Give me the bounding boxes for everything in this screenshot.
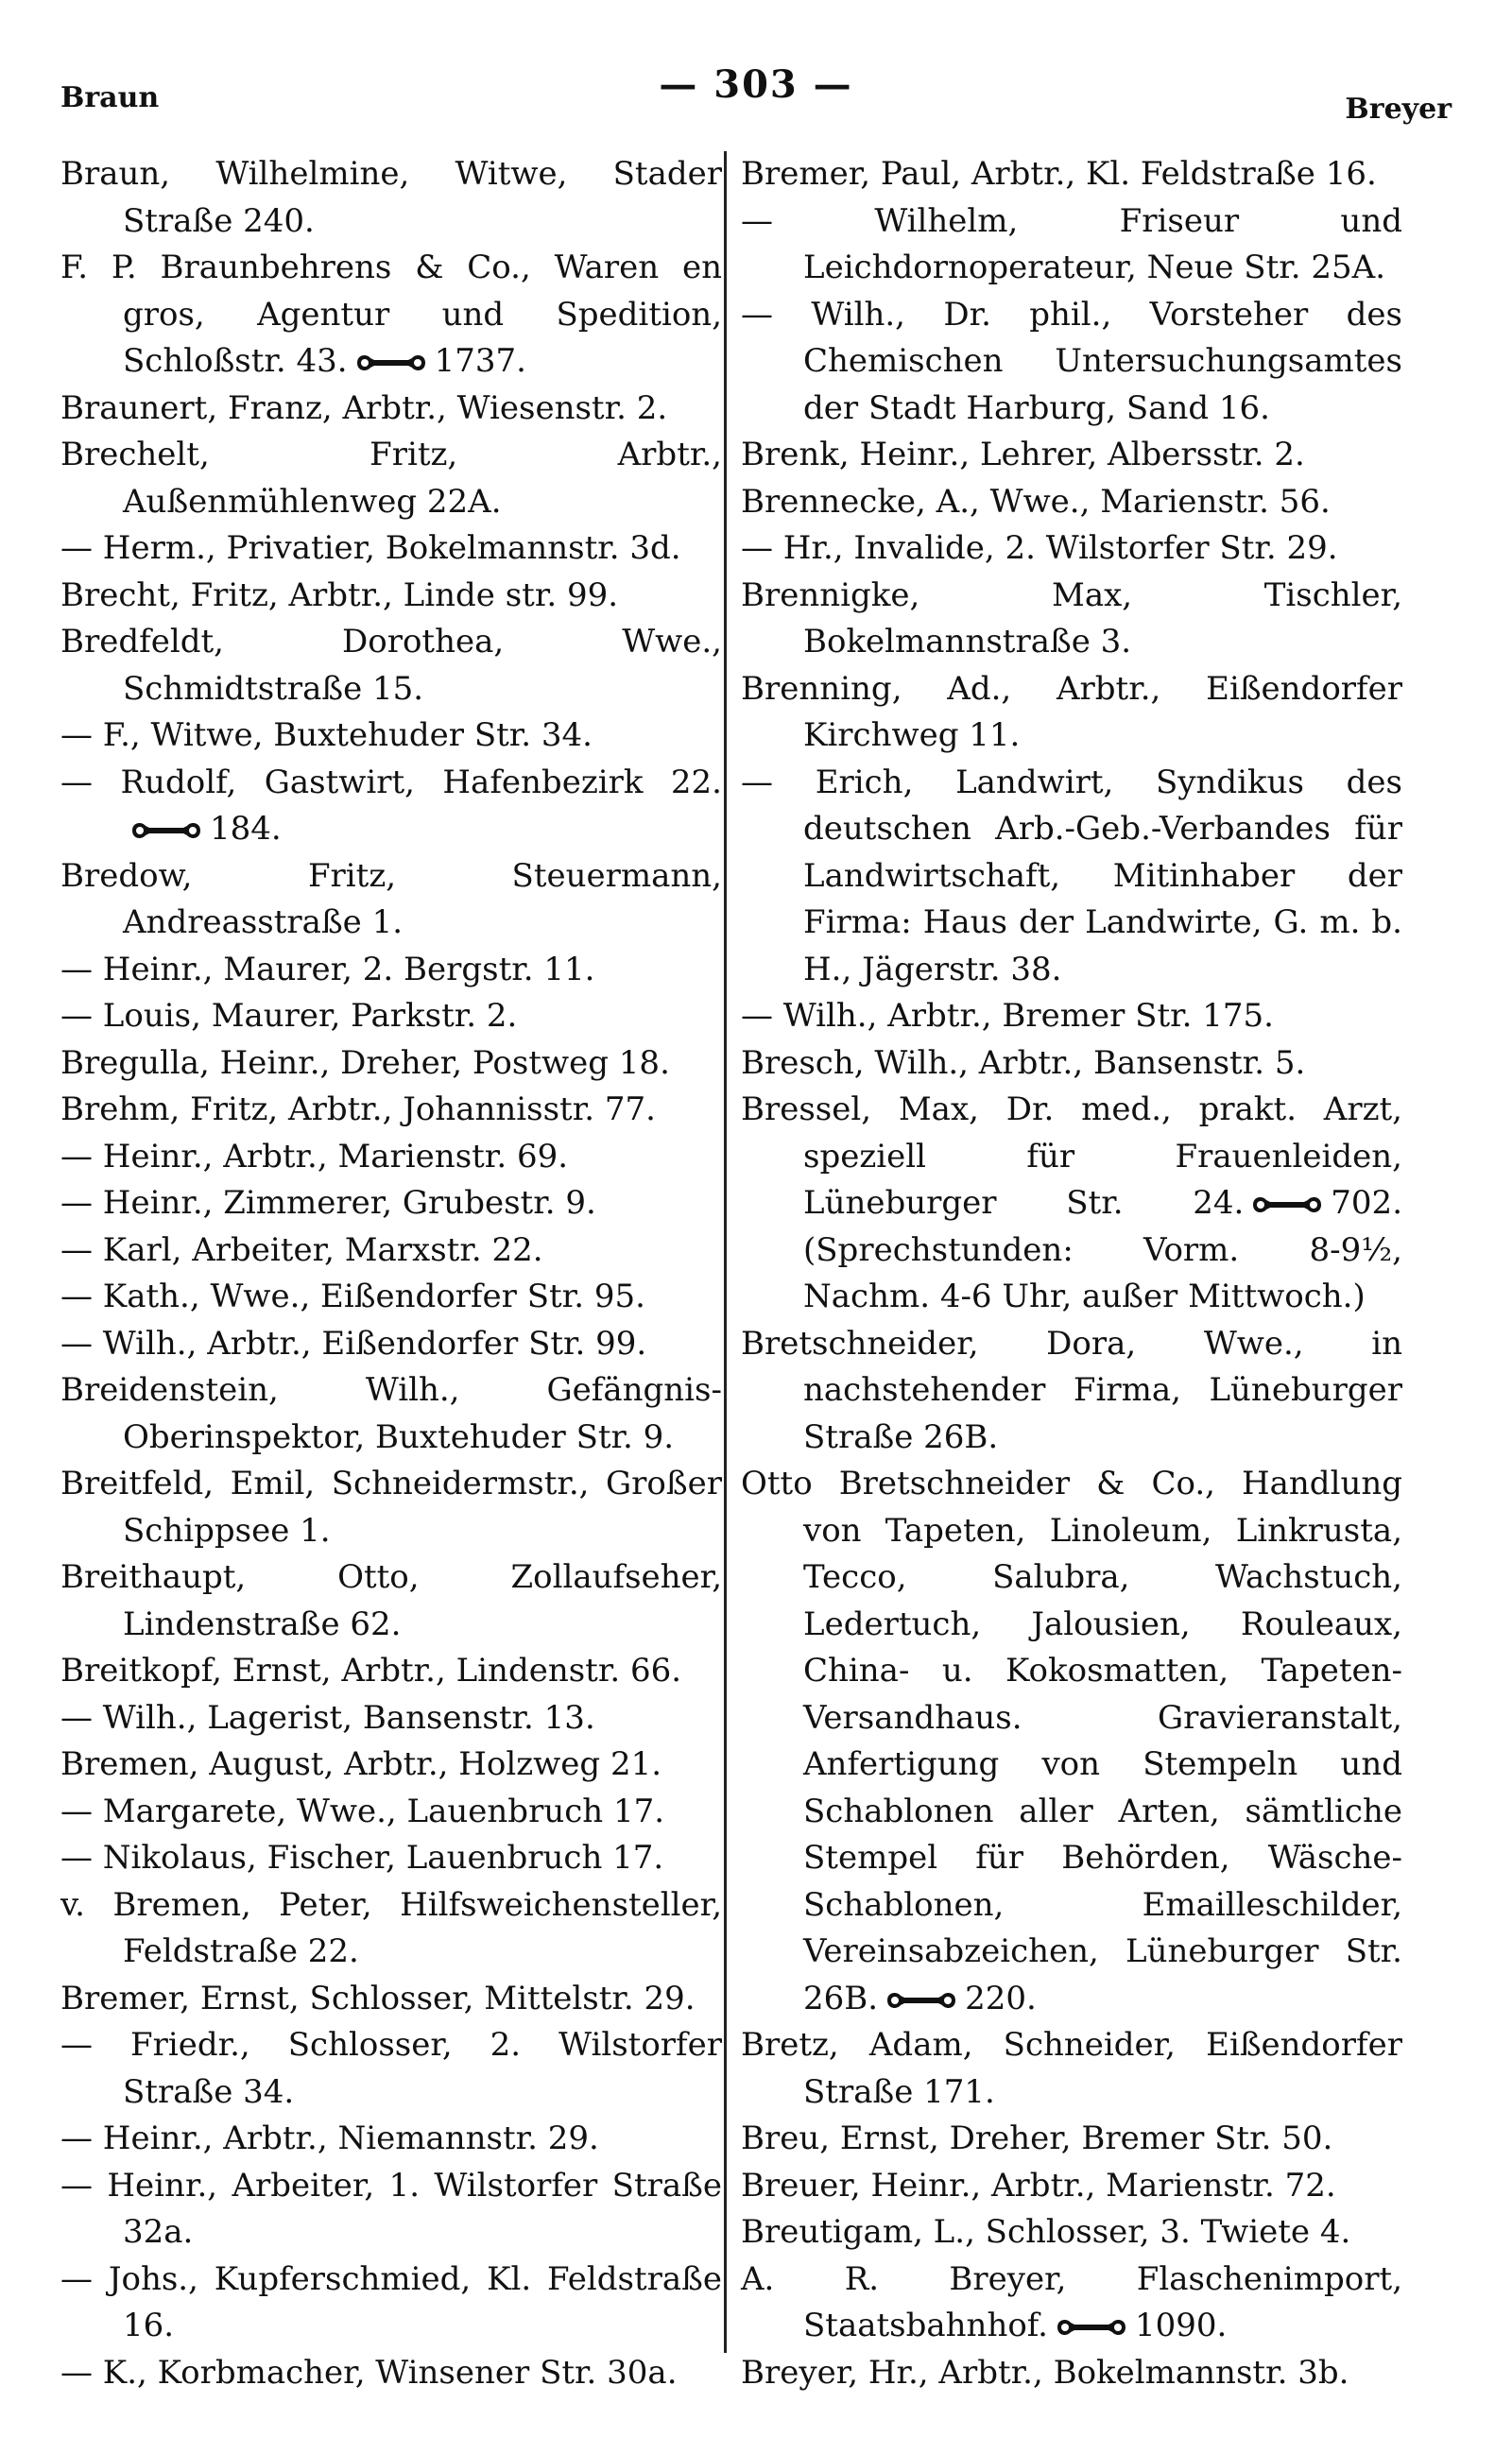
entry-text: Breu, Ernst, Dreher, Bremer Str. 50. bbox=[741, 2119, 1333, 2157]
entry-text: Brehm, Fritz, Arbtr., Johannisstr. 77. bbox=[60, 1090, 656, 1128]
entry-text: — Heinr., Maurer, 2. Bergstr. 11. bbox=[60, 950, 595, 988]
entry-text: — Louis, Maurer, Parkstr. 2. bbox=[60, 997, 518, 1035]
directory-entry bbox=[60, 1882, 722, 1976]
directory-entry bbox=[741, 2022, 1402, 2116]
header-right: Breyer bbox=[1345, 93, 1452, 126]
directory-entry bbox=[741, 1461, 1402, 2022]
entry-text: 184. bbox=[210, 810, 282, 848]
left-column bbox=[60, 151, 722, 2396]
entry-text: Braunert, Franz, Arbtr., Wiesenstr. 2. bbox=[60, 388, 668, 427]
entry-text: — Karl, Arbeiter, Marxstr. 22. bbox=[60, 1230, 543, 1269]
entry-text: Bresch, Wilh., Arbtr., Bansenstr. 5. bbox=[741, 1043, 1306, 1082]
entry-text: A. R. Breyer, Flaschenimport, Staatsbahnhof. bbox=[741, 2259, 1402, 2344]
header-left: Braun bbox=[60, 81, 160, 114]
directory-entry bbox=[60, 151, 722, 245]
entry-text: Brenk, Heinr., Lehrer, Albersstr. 2. bbox=[741, 436, 1305, 473]
directory-entry bbox=[741, 993, 1402, 1040]
entry-text: Otto Bretschneider & Co., Handlung von Tapeten, Linoleum, Linkrusta, Tecco, Salubra, Wachstuch, Ledertuch, Jalousien, Rouleaux, China- u. Kokosmatten, Tapeten-Versandhaus. Gravieranstalt, Anfertigung von Stempeln und Schablonen aller Arten, sämtliche Stempel für Behörden, Wäsche-Schablonen, Emailleschilder, Vereinsabzeichen, Lüneburger Str. 26B. bbox=[741, 1465, 1402, 2017]
entry-text: — Herm., Privatier, Bokelmannstr. 3d. bbox=[60, 529, 681, 567]
entry-text: Breitkopf, Ernst, Arbtr., Lindenstr. 66. bbox=[60, 1652, 682, 1690]
entry-text: — Friedr., Schlosser, 2. Wilstorfer Straße 34. bbox=[60, 2026, 722, 2111]
directory-entry bbox=[741, 1040, 1402, 1088]
running-head bbox=[60, 59, 1452, 125]
directory-entry bbox=[60, 993, 722, 1040]
entry-text: — Heinr., Arbeiter, 1. Wilstorfer Straße 32a. bbox=[60, 2166, 722, 2251]
directory-entry bbox=[60, 2350, 722, 2397]
directory-entry bbox=[60, 2022, 722, 2116]
directory-entry bbox=[60, 432, 722, 525]
entry-text: Bredfeldt, Dorothea, Wwe., Schmidtstraße 15. bbox=[60, 623, 722, 708]
directory-entry bbox=[741, 573, 1402, 666]
entry-text: Bremer, Ernst, Schlosser, Mittelstr. 29. bbox=[60, 1979, 696, 2017]
entry-text: — Heinr., Arbtr., Marienstr. 69. bbox=[60, 1137, 569, 1176]
entry-text: Bregulla, Heinr., Dreher, Postweg 18. bbox=[60, 1043, 670, 1082]
entry-text: — Margarete, Wwe., Lauenbruch 17. bbox=[60, 1792, 665, 1830]
entry-text: Brecht, Fritz, Arbtr., Linde str. 99. bbox=[60, 575, 619, 614]
directory-entry bbox=[741, 666, 1402, 760]
directory-entry bbox=[741, 2163, 1402, 2210]
entry-text: Breidenstein, Wilh., Gefängnis-Oberinspektor, Buxtehuder Str. 9. bbox=[60, 1371, 722, 1456]
telephone-handset-icon bbox=[353, 351, 429, 375]
entry-text: — Wilh., Arbtr., Eißendorfer Str. 99. bbox=[60, 1324, 647, 1363]
entry-text: — Erich, Landwirt, Syndikus des deutschen Arb.-Geb.-Verbandes für Landwirtschaft, Mitinhaber der Firma: Haus der Landwirte, G. m. b. H., Jägerstr. 38. bbox=[741, 763, 1402, 988]
entry-text: — Hr., Invalide, 2. Wilstorfer Str. 29. bbox=[741, 529, 1338, 567]
entry-text: 702. (Sprechstunden: Vorm. 8-9½, Nachm. 4-6 Uhr, außer Mittwoch.) bbox=[803, 1184, 1402, 1315]
right-column bbox=[741, 151, 1402, 2396]
directory-entry bbox=[741, 2350, 1402, 2397]
entry-text: Brechelt, Fritz, Arbtr., Außenmühlenweg 22A. bbox=[60, 436, 722, 521]
directory-entry bbox=[741, 1087, 1402, 1321]
directory-entry bbox=[60, 1227, 722, 1275]
directory-entry bbox=[60, 573, 722, 620]
entry-text: v. Bremen, Peter, Hilfsweichensteller, Feldstraße 22. bbox=[60, 1885, 722, 1970]
directory-entry bbox=[741, 479, 1402, 526]
directory-entry bbox=[60, 947, 722, 994]
directory-entry bbox=[60, 386, 722, 433]
directory-entry bbox=[60, 525, 722, 573]
directory-entry bbox=[60, 1040, 722, 1088]
entry-text: 220. bbox=[965, 1979, 1037, 2017]
entry-text: Brennecke, A., Wwe., Marienstr. 56. bbox=[741, 482, 1331, 521]
directory-entry bbox=[60, 1789, 722, 1836]
page-number: — 303 — bbox=[659, 62, 853, 107]
directory-entry bbox=[741, 292, 1402, 433]
entry-text: — Wilhelm, Friseur und Leichdornoperateur, Neue Str. 25A. bbox=[741, 201, 1402, 286]
directory-entry bbox=[741, 198, 1402, 292]
entry-text: Brenning, Ad., Arbtr., Eißendorfer Kirchweg 11. bbox=[741, 669, 1402, 754]
directory-entry bbox=[60, 245, 722, 386]
telephone-handset-icon bbox=[1249, 1193, 1325, 1217]
directory-entry bbox=[60, 1274, 722, 1321]
directory-entry bbox=[60, 1367, 722, 1461]
directory-entry bbox=[60, 1180, 722, 1227]
entry-text: Breutigam, L., Schlosser, 3. Twiete 4. bbox=[741, 2213, 1351, 2251]
entry-text: — K., Korbmacher, Winsener Str. 30a. bbox=[60, 2353, 678, 2392]
directory-entry bbox=[60, 1695, 722, 1742]
directory-entry bbox=[741, 760, 1402, 994]
entry-text: F. P. Braunbehrens & Co., Waren en gros, Agentur und Spedition, Schloßstr. 43. bbox=[60, 249, 722, 380]
directory-entry bbox=[60, 760, 722, 853]
directory-entry bbox=[60, 1134, 722, 1181]
telephone-handset-icon bbox=[1054, 2315, 1129, 2340]
directory-entry bbox=[741, 151, 1402, 198]
entry-text: Braun, Wilhelmine, Witwe, Stader Straße 240. bbox=[60, 155, 722, 240]
entry-text: — Johs., Kupferschmied, Kl. Feldstraße 16. bbox=[60, 2259, 722, 2344]
directory-entry bbox=[60, 619, 722, 712]
directory-entry bbox=[60, 2163, 722, 2257]
entry-text: Breuer, Heinr., Arbtr., Marienstr. 72. bbox=[741, 2166, 1336, 2205]
directory-entry bbox=[60, 712, 722, 760]
entry-text: — Wilh., Dr. phil., Vorsteher des Chemischen Untersuchungsamtes der Stadt Harburg, Sand 16. bbox=[741, 295, 1402, 427]
directory-entry bbox=[60, 1087, 722, 1134]
telephone-handset-icon bbox=[884, 1988, 959, 2013]
entry-text: Breyer, Hr., Arbtr., Bokelmannstr. 3b. bbox=[741, 2353, 1349, 2392]
directory-entry bbox=[741, 432, 1402, 479]
entry-text: Bredow, Fritz, Steuermann, Andreasstraße 1. bbox=[60, 856, 722, 941]
entry-text: — Rudolf, Gastwirt, Hafenbezirk 22. bbox=[60, 763, 722, 801]
entry-text: Bretschneider, Dora, Wwe., in nachstehender Firma, Lüneburger Straße 26B. bbox=[741, 1324, 1402, 1456]
entry-text: — Wilh., Lagerist, Bansenstr. 13. bbox=[60, 1698, 595, 1737]
directory-entry bbox=[741, 1321, 1402, 1462]
directory-entry bbox=[60, 1554, 722, 1648]
entry-text: — F., Witwe, Buxtehuder Str. 34. bbox=[60, 716, 593, 754]
entry-text: — Wilh., Arbtr., Bremer Str. 175. bbox=[741, 997, 1274, 1035]
entry-text: Bretz, Adam, Schneider, Eißendorfer Straße 171. bbox=[741, 2026, 1402, 2111]
telephone-handset-icon bbox=[129, 818, 204, 843]
directory-entry bbox=[60, 1835, 722, 1882]
directory-entry bbox=[741, 525, 1402, 573]
entry-text: Bremer, Paul, Arbtr., Kl. Feldstraße 16. bbox=[741, 155, 1377, 193]
entry-text: 1090. bbox=[1134, 2307, 1228, 2344]
entry-text: — Nikolaus, Fischer, Lauenbruch 17. bbox=[60, 1839, 664, 1877]
column-divider bbox=[724, 151, 727, 2353]
directory-entry bbox=[60, 2116, 722, 2163]
entry-text: 1737. bbox=[434, 342, 526, 380]
entry-text: Breitfeld, Emil, Schneidermstr., Großer Schippsee 1. bbox=[60, 1465, 722, 1550]
directory-entry bbox=[741, 2116, 1402, 2163]
entry-text: — Heinr., Arbtr., Niemannstr. 29. bbox=[60, 2119, 599, 2157]
entry-text: Bressel, Max, Dr. med., prakt. Arzt, speziell für Frauenleiden, Lüneburger Str. 24. bbox=[741, 1090, 1402, 1222]
directory-entry bbox=[60, 1648, 722, 1695]
entry-text: Breithaupt, Otto, Zollaufseher, Lindenstraße 62. bbox=[60, 1558, 722, 1643]
directory-entry bbox=[741, 2257, 1402, 2350]
entry-text: — Heinr., Zimmerer, Grubestr. 9. bbox=[60, 1184, 596, 1222]
entry-text: Bremen, August, Arbtr., Holzweg 21. bbox=[60, 1745, 662, 1783]
entry-text: Brennigke, Max, Tischler, Bokelmannstraße 3. bbox=[741, 575, 1402, 661]
directory-entry bbox=[60, 1321, 722, 1368]
directory-entry bbox=[60, 1976, 722, 2023]
directory-entry bbox=[60, 1742, 722, 1789]
entry-text: — Kath., Wwe., Eißendorfer Str. 95. bbox=[60, 1278, 645, 1315]
directory-entry bbox=[741, 2209, 1402, 2257]
directory-entry bbox=[60, 1461, 722, 1554]
directory-entry bbox=[60, 853, 722, 947]
directory-entry bbox=[60, 2257, 722, 2350]
